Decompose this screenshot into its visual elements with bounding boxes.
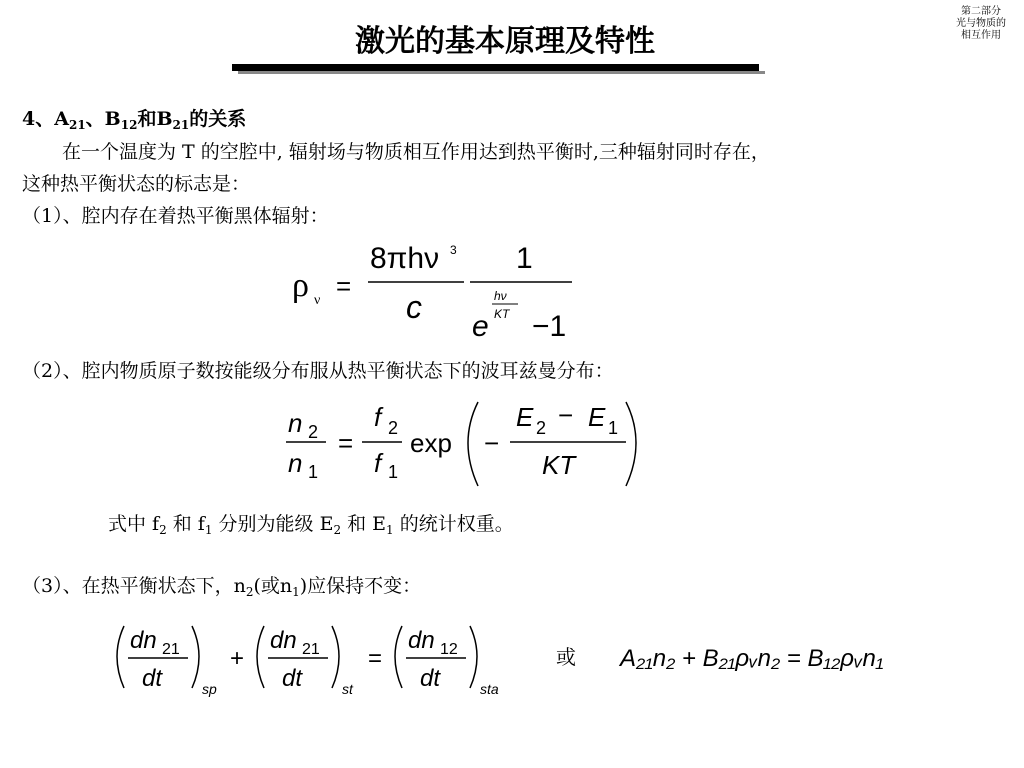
f3-t2-sub: st <box>342 681 353 697</box>
intro-line-1: 在一个温度为 T 的空腔中, 辐射场与物质相互作用达到热平衡时,三种辐射同时存在， <box>62 141 770 163</box>
f3-t3-dt: dt <box>420 665 441 692</box>
f3-t1-sub: sp <box>202 681 217 697</box>
f1-exp-denominator: KT <box>494 307 510 321</box>
f1-eq: = <box>336 271 352 301</box>
f2-n-top-sub: 2 <box>308 422 319 442</box>
title-rule <box>232 64 759 71</box>
f3-t2-dn-sub: 21 <box>302 641 320 658</box>
f2-minus: − <box>484 428 500 458</box>
f3-t1-right-paren <box>192 626 199 688</box>
f2-left-paren <box>468 402 478 486</box>
f1-denominator: c <box>406 289 422 325</box>
f2-n-bottom-sub: 1 <box>308 462 319 482</box>
f1-nu-sub: ν <box>314 293 321 308</box>
weights-note: 式中 $f_2$ 和 $f_1$ 分别为能级 $E_2$ 和 $E_1$ 的统计权重。 <box>108 513 514 537</box>
einstein-relation: A₂₁n₂ + B₂₁ρᵥn₂ = B₁₂ρᵥn₁ <box>620 645 884 672</box>
f3-t1-dn-sub: 21 <box>162 641 180 658</box>
f3-t3-dn-sub: 12 <box>440 641 458 658</box>
item-2: （2）、腔内物质原子数按能级分布服从热平衡状态下的波耳兹曼分布： <box>22 360 614 382</box>
chapter-label-line1: 第二部分 <box>961 6 1001 17</box>
item-1: （1）、腔内存在着热平衡黑体辐射： <box>22 205 329 227</box>
formula-blackbody <box>280 232 600 348</box>
chapter-label-line3: 相互作用 <box>961 30 1001 41</box>
f2-f-bottom: f <box>374 448 382 478</box>
title-rule-shadow <box>238 71 765 74</box>
f3-t1-left-paren <box>117 626 124 688</box>
f3-t3-right-paren <box>470 626 477 688</box>
f2-f-bottom-sub: 1 <box>388 462 399 482</box>
f3-t3-left-paren <box>395 626 402 688</box>
item-3: （3）、在热平衡状态下，$n_2$(或$n_1$)应保持不变： <box>22 575 422 599</box>
f1-one: 1 <box>516 242 533 275</box>
f1-exp-numerator: hν <box>494 289 507 303</box>
f2-n-bottom: n <box>288 448 303 478</box>
f2-inner-minus: − <box>558 400 574 430</box>
f1-e: e <box>472 310 489 343</box>
chapter-label <box>945 6 1017 42</box>
f2-f-top: f <box>374 402 382 432</box>
f3-t3-sub: sta <box>480 681 499 697</box>
f2-eq: = <box>338 428 354 458</box>
f3-t2-dn: dn <box>270 627 297 654</box>
f3-eq: = <box>368 645 383 672</box>
f2-exp: exp <box>410 428 452 458</box>
f1-numerator: 8πhν <box>370 242 440 275</box>
f2-e1: E <box>588 402 606 432</box>
f2-kt: KT <box>542 450 576 480</box>
or-label: 或 <box>556 647 576 669</box>
f2-e2: E <box>516 402 534 432</box>
f3-t2-left-paren <box>257 626 264 688</box>
f1-minus-one: −1 <box>532 310 567 343</box>
f3-t1-dt: dt <box>142 665 163 692</box>
f3-t1-dn: dn <box>130 627 157 654</box>
f1-rho: ρ <box>292 267 309 304</box>
intro-line-2: 这种热平衡状态的标志是： <box>22 173 251 195</box>
chapter-label-line2: 光与物质的 <box>956 18 1006 29</box>
f1-cube: 3 <box>450 243 457 257</box>
f3-plus: + <box>230 645 245 672</box>
formula-boltzmann <box>280 394 660 494</box>
f2-e1-sub: 1 <box>608 418 619 438</box>
section-heading: 4、$A_{21}$、$B_{12}$和$B_{21}$的关系 <box>22 108 247 132</box>
page-title: 激光的基本原理及特性 <box>355 24 655 59</box>
formula-rate-balance <box>100 616 1000 706</box>
f2-e2-sub: 2 <box>536 418 547 438</box>
f2-right-paren <box>626 402 636 486</box>
f3-t3-dn: dn <box>408 627 435 654</box>
f2-n-top: n <box>288 408 303 438</box>
f3-t2-dt: dt <box>282 665 303 692</box>
f3-t2-right-paren <box>332 626 339 688</box>
f2-f-top-sub: 2 <box>388 418 399 438</box>
